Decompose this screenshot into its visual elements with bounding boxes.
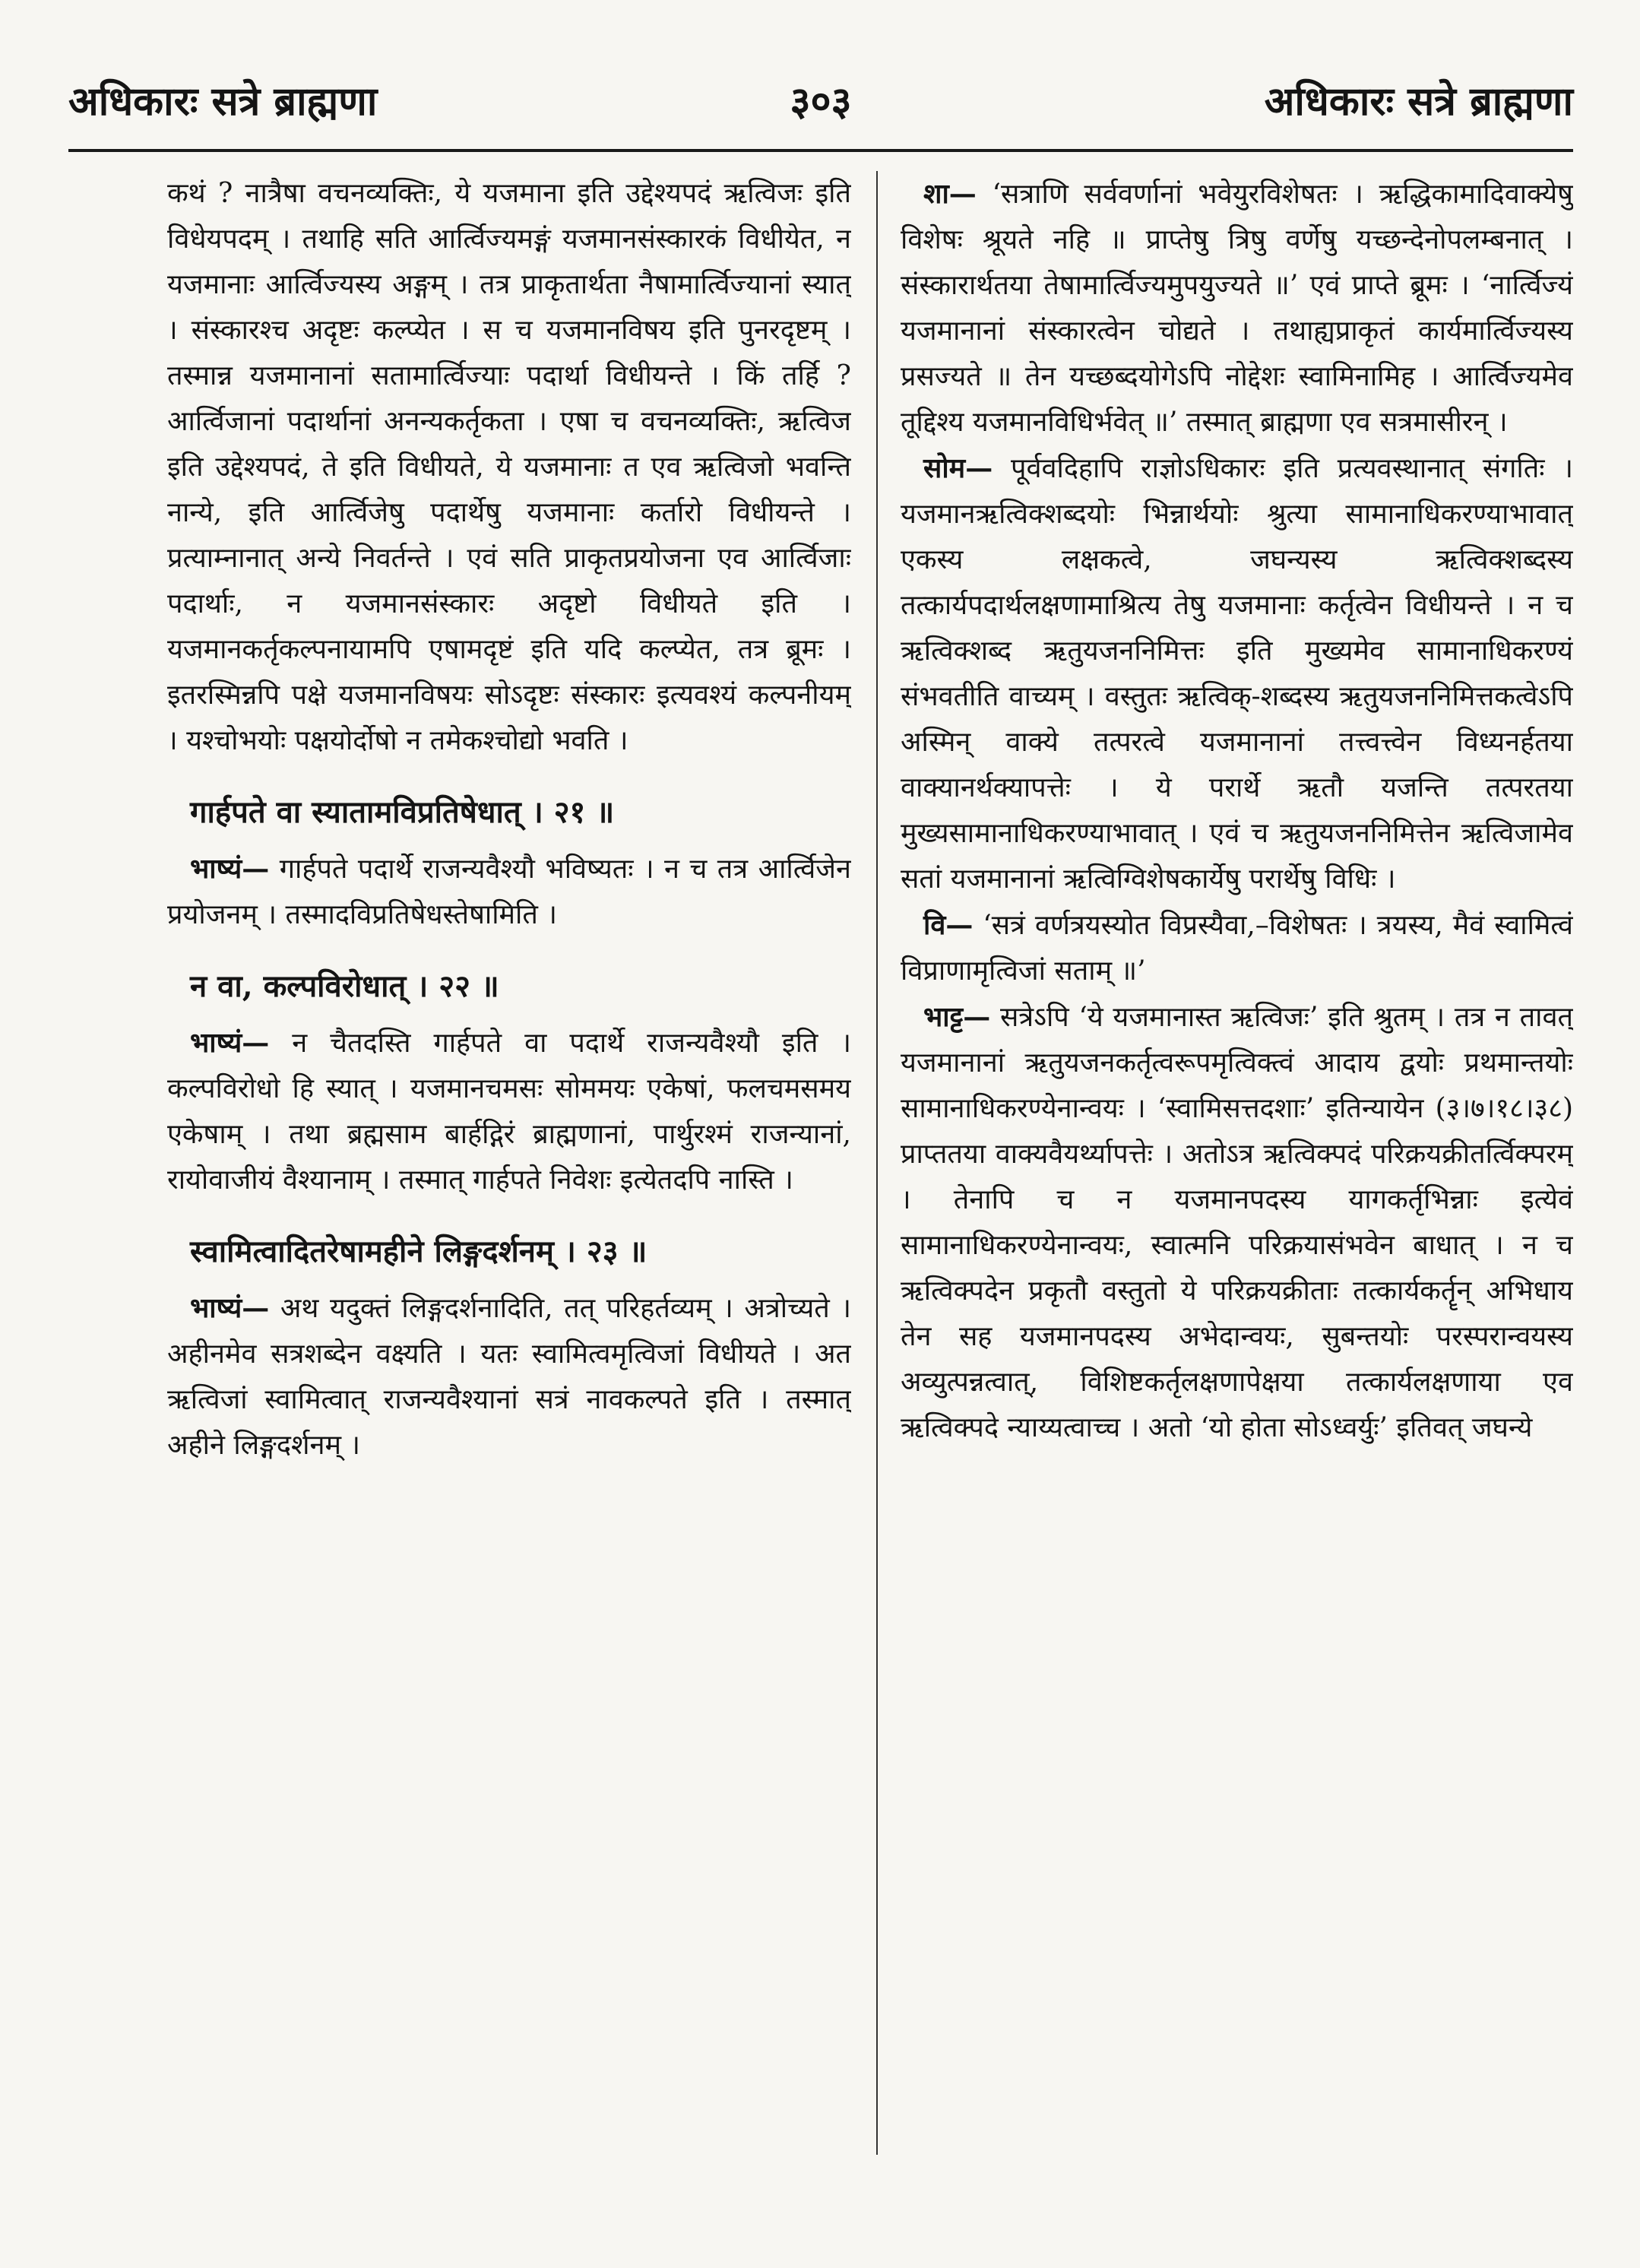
column-divider — [876, 171, 878, 2155]
header-right-title: अधिकारः सत्रे ब्राह्मणा — [1264, 78, 1573, 125]
vi-commentary — [901, 902, 1573, 994]
sutra-23: स्वामित्वादितरेषामहीने लिङ्गदर्शनम् । २३ ॥ — [190, 1234, 647, 1269]
sutra-22: न वा, कल्पविरोधात् । २२ ॥ — [190, 968, 499, 1004]
shastra-commentary — [901, 171, 1573, 445]
soma-commentary — [901, 445, 1573, 902]
header-left-title: अधिकारः सत्रे ब्राह्मणा — [68, 78, 378, 125]
commentary-text: ‘सत्राणि सर्ववर्णानां भवेयुरविशेषतः । ऋद्धिकामादिवाक्येषु विशेषः श्रूयते नहि ॥ प्राप्तेषु त्रिषु वर्णेषु यच्छन्देनोपलम्बनात् । संस्कारार्थतया तेषामार्त्विज्यमुपयुज्यते ॥’ एवं प्राप्ते ब्रूमः । ‘नार्त्विज्यं यजमानानां संस्कारत्वेन चोद्यते । तथाह्यप्राकृतं कार्यमार्त्विज्यस्य प्रसज्यते ॥ तेन यच्छब्दयोगेऽपि नोद्देशः स्वामिनामिह । आर्त्विज्यमेव तूद्दिश्य यजमानविधिर्भवेत् ॥’ तस्मात् ब्राह्मणा एव सत्रमासीरन् । — [901, 179, 1573, 438]
commentary-text: पूर्ववदिहापि राज्ञोऽधिकारः इति प्रत्यवस्थानात् संगतिः । यजमानऋत्विक्शब्दयोः भिन्नार्थयोः श्रुत्या सामानाधिकरण्याभावात् एकस्य लक्षकत्वे, जघन्यस्य ऋत्विक्शब्दस्य तत्कार्यपदार्थलक्षणामाश्रित्य तेषु यजमानाः कर्तृत्वेन विधीयन्ते । न च ऋत्विक्शब्द ऋतुयजननिमित्तः इति मुख्यमेव सामानाधिकरण्यं संभवतीति वाच्यम् । वस्तुतः ऋत्विक्-शब्दस्य ऋतुयजननिमित्तकत्वेऽपि अस्मिन् वाक्ये तत्परत्वे यजमानानां तत्त्वत्त्वेन विध्यनर्हतया वाक्यानर्थक्यापत्तेः । ये परार्थे ऋतौ यजन्ति तत्परतया मुख्यसामानाधिकरण्याभावात् । एवं च ऋतुयजननिमित्तेन ऋत्विजामेव सतां यजमानानां ऋत्विग्विशेषकार्येषु परार्थेषु विधिः । — [901, 453, 1573, 895]
bhashya-label: भाष्यं— — [190, 1292, 270, 1324]
commentary-label: शा— — [923, 178, 977, 210]
commentary-text: ‘सत्रं वर्णत्रयस्योत विप्रस्यैवा,–विशेषतः । त्रयस्य, मैवं स्वामित्वं विप्राणामृत्विजां सताम् ॥’ — [901, 910, 1573, 987]
sutra-21: गार्हपते वा स्यातामविप्रतिषेधात् । २१ ॥ — [190, 794, 615, 830]
commentary-label: भाट्ट— — [923, 1001, 991, 1033]
commentary-label: वि— — [923, 909, 974, 941]
bhashya-text: न चैतदस्ति गार्हपते वा पदार्थे राजन्यवैश्यौ इति । कल्पविरोधो हि स्यात् । यजमानचमसः सोममयः एकेषां, फलचमसमय एकेषाम् । तथा ब्रह्मसाम बार्हद्गिरं ब्राह्मणानां, पार्थुरश्मं राजन्यानां, रायोवाजीयं वैश्यानाम् । तस्मात् गार्हपते निवेशः इत्येतदपि नास्ति । — [167, 1028, 851, 1196]
bhashya-label: भाष्यं— — [190, 1027, 270, 1059]
left-column — [167, 171, 851, 2185]
bhashya-21 — [167, 846, 851, 938]
intro-paragraph: कथं ? नात्रैषा वचनव्यक्तिः, ये यजमाना इति उद्देश्यपदं ऋत्विजः इति विधेयपदम् । तथाहि सति आर्त्विज्यमङ्गं यजमानसंस्कारकं विधीयेत, न यजमानाः आर्त्विज्यस्य अङ्गम् । तत्र प्राकृतार्थता नैषामार्त्विज्यानां स्यात् । संस्कारश्च अदृष्टः कल्प्येत । स च यजमानविषय इति पुनरदृष्टम् । तस्मान्न यजमानानां सतामार्त्विज्याः पदार्था विधीयन्ते । किं तर्हि ? आर्त्विजानां पदार्थानां अनन्यकर्तृकता । एषा च वचनव्यक्तिः, ऋत्विज इति उद्देश्यपदं, ते इति विधीयते, ये यजमानाः त एव ऋत्विजो भवन्ति नान्ये, इति आर्त्विजेषु पदार्थेषु यजमानाः कर्तारो विधीयन्ते । प्रत्याम्नानात् अन्ये निवर्तन्ते । एवं सति प्राकृतप्रयोजना एव आर्त्विजाः पदार्थाः, न यजमानसंस्कारः अदृष्टो विधीयते इति । यजमानकर्तृकल्पनायामपि एषामदृष्टं इति यदि कल्प्येत, तत्र ब्रूमः । इतरस्मिन्नपि पक्षे यजमानविषयः सोऽदृष्टः संस्कारः इत्यवश्यं कल्पनीयम् । यश्चोभयोः पक्षयोर्दोषो न तमेकश्चोद्यो भवति । — [167, 178, 851, 756]
bhashya-22 — [167, 1020, 851, 1203]
header-rule — [68, 149, 1573, 152]
bhashya-text: अथ यदुक्तं लिङ्गदर्शनादिति, तत् परिहर्तव्यम् । अत्रोच्यते । अहीनमेव सत्रशब्देन वक्ष्यति । यतः स्वामित्वमृत्विजां विधीयते । अत ऋत्विजां स्वामित्वात् राजन्यवैश्यानां सत्रं नावकल्पते इति । तस्मात् अहीने लिङ्गदर्शनम् । — [167, 1293, 851, 1461]
running-header — [68, 73, 1573, 141]
bhashya-label: भाष्यं— — [190, 853, 270, 885]
bhatta-commentary — [901, 994, 1573, 1451]
right-column — [901, 171, 1573, 2185]
commentary-text: सत्रेऽपि ‘ये यजमानास्त ऋत्विजः’ इति श्रुतम् । तत्र न तावत् यजमानानां ऋतुयजनकर्तृत्वरूपमृत्विक्त्वं आदाय द्वयोः प्रथमान्तयोः सामानाधिकरण्येनान्वयः । ‘स्वामिसत्तदशाः’ इतिन्यायेन (३।७।१८।३८) प्राप्ततया वाक्यवैयर्थ्यापत्तेः । अतोऽत्र ऋत्विक्पदं परिक्रयक्रीतर्त्विक्परम् । तेनापि च न यजमानपदस्य यागकर्तृभिन्नाः इत्येवं सामानाधिकरण्येनान्वयः, स्वात्मनि परिक्रयासंभवेन बाधात् । न च ऋत्विक्पदेन प्रकृतौ वस्तुतो ये परिक्रयक्रीताः तत्कार्यकर्तॄन् अभिधाय तेन सह यजमानपदस्य अभेदान्वयः, सुबन्तयोः परस्परान्वयस्य अव्युत्पन्नत्वात्, विशिष्टकर्तृलक्षणापेक्षया तत्कार्यलक्षणाया एव ऋत्विक्पदे न्याय्यत्वाच्च । अतो ‘यो होता सोऽध्वर्युः’ इतिवत् जघन्ये — [901, 1002, 1573, 1443]
bhashya-23 — [167, 1285, 851, 1468]
page-number: ३०३ — [790, 78, 852, 125]
commentary-label: सोम— — [923, 452, 993, 484]
bhashya-text: गार्हपते पदार्थे राजन्यवैश्यौ भविष्यतः । न च तत्र आर्त्विजेन प्रयोजनम् । तस्मादविप्रतिषेधस्तेषामिति । — [167, 854, 851, 930]
